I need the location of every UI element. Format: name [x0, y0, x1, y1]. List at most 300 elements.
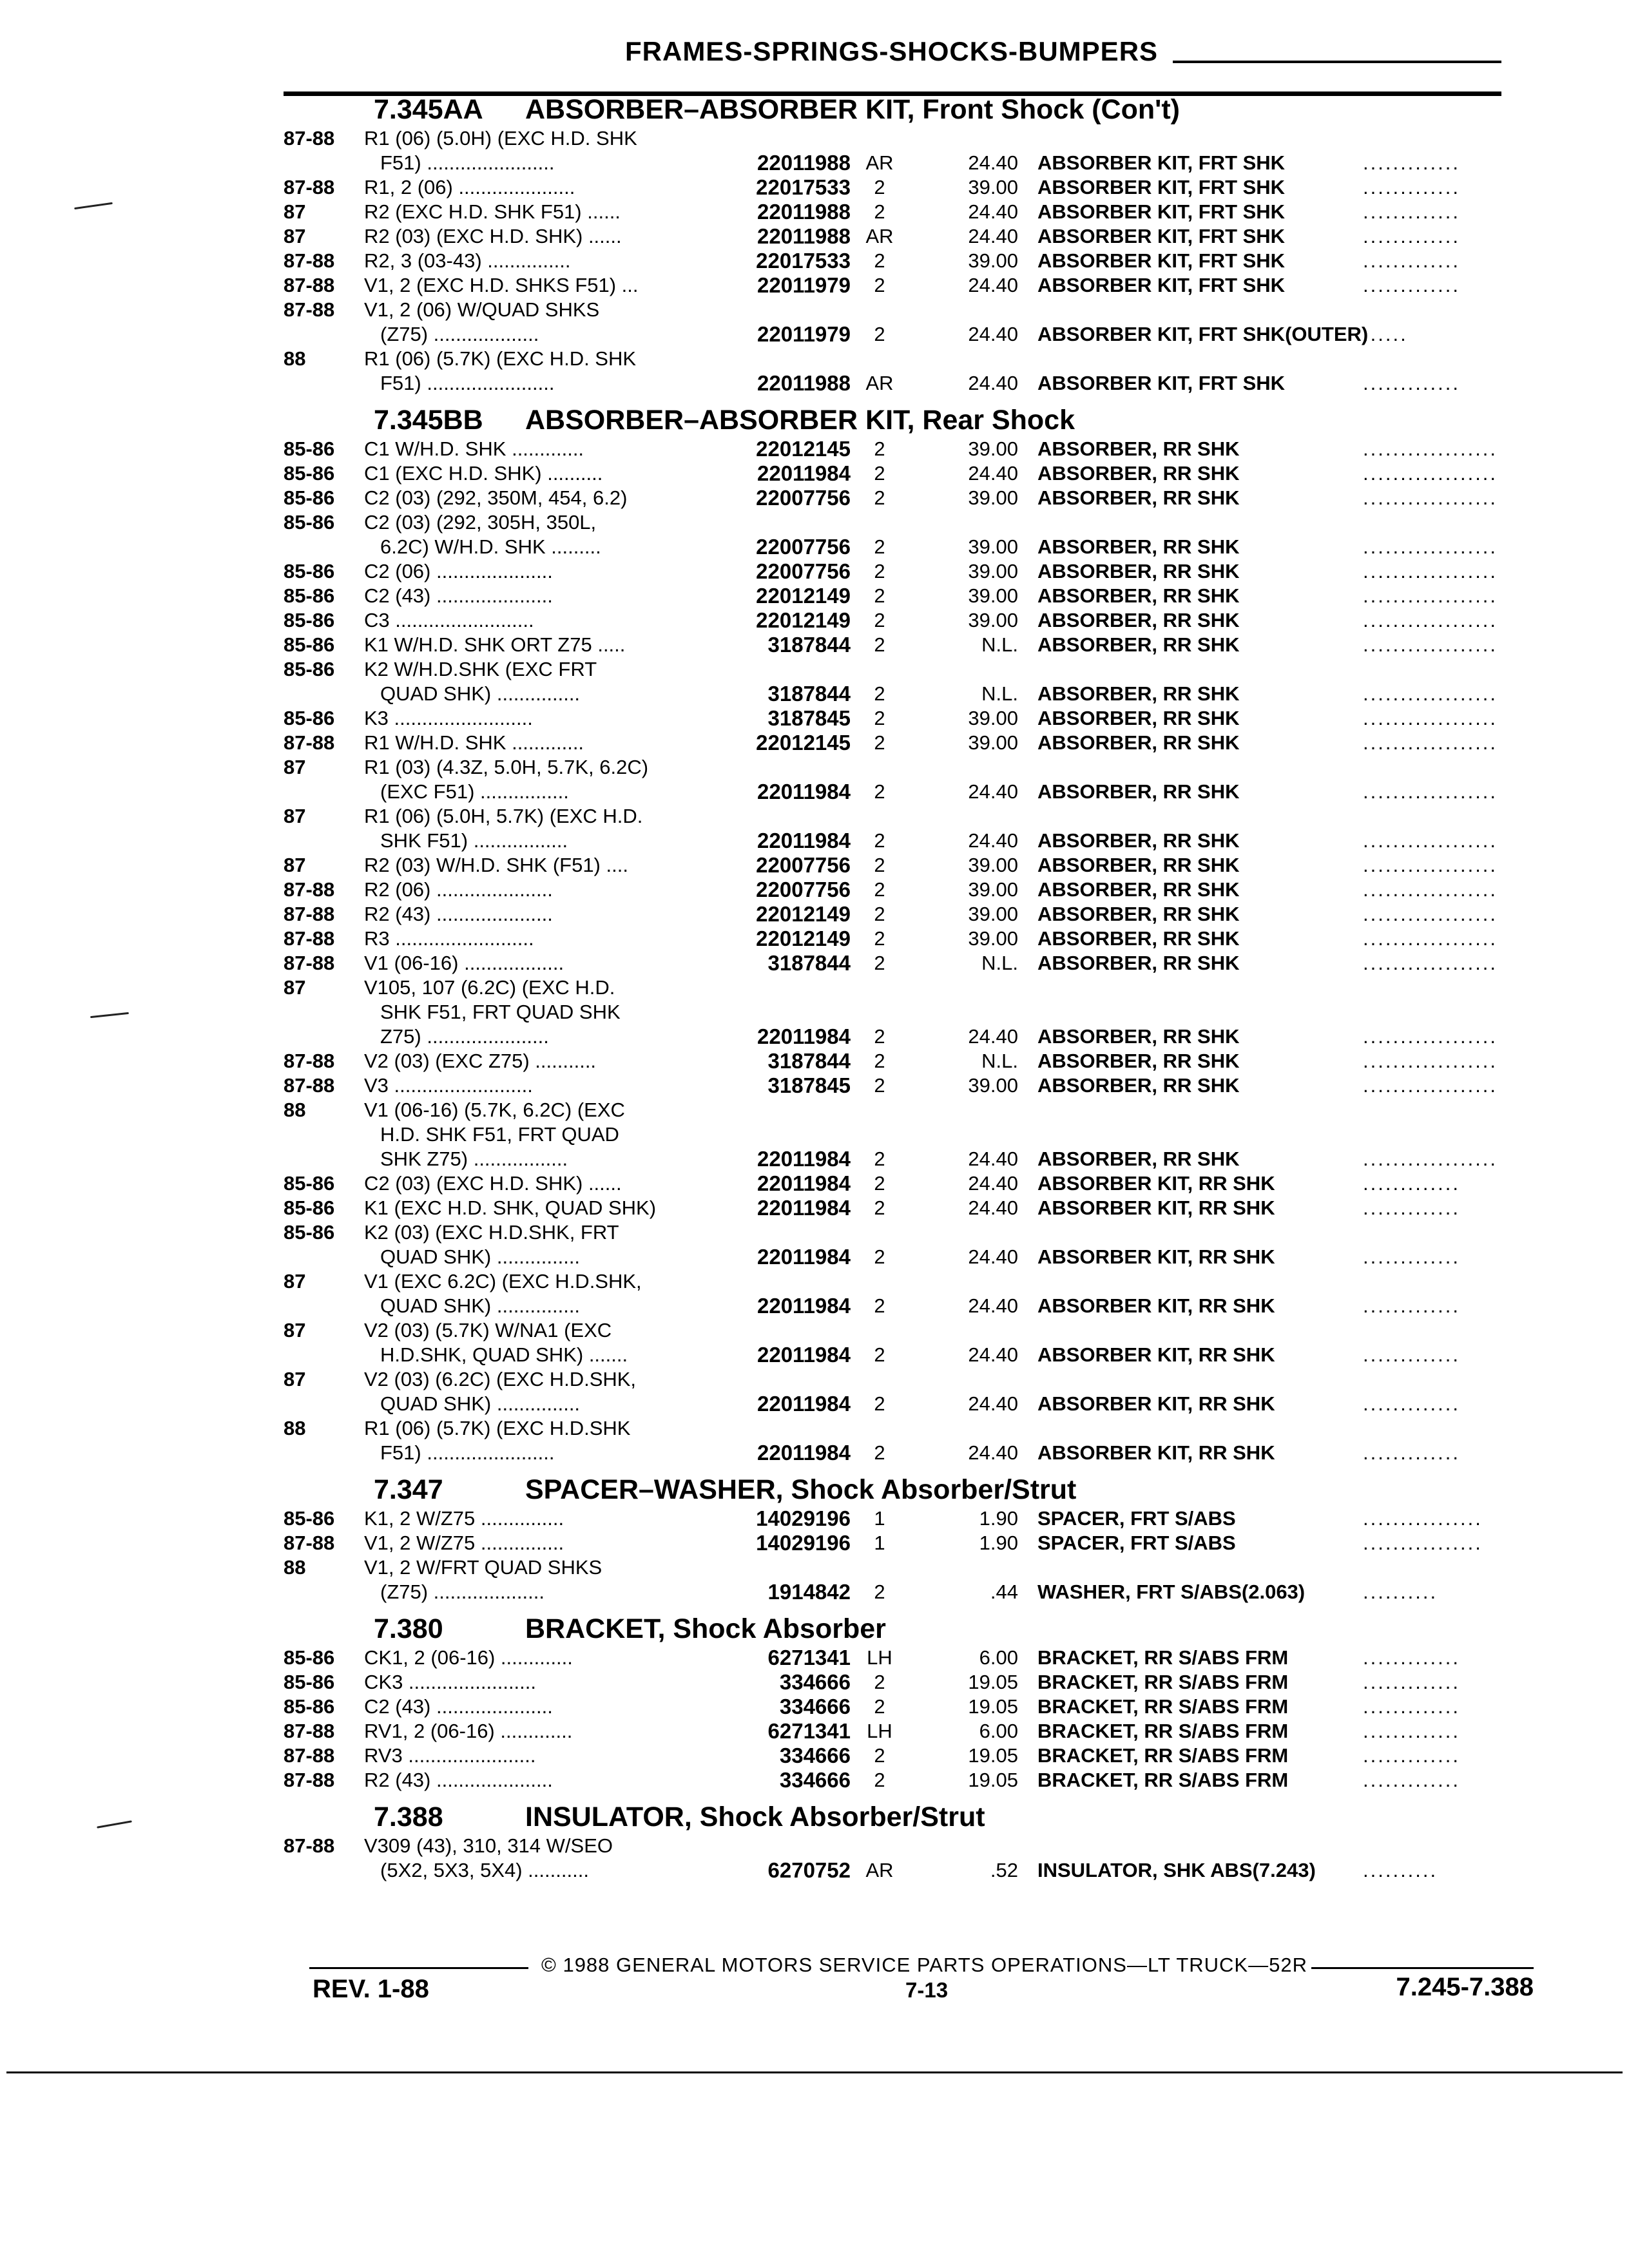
price: .44 [990, 1581, 1018, 1603]
application-description: CK1, 2 (06-16) ............. [364, 1646, 573, 1669]
quantity: 2 [874, 1392, 885, 1415]
application-description: C3 ......................... [364, 609, 534, 631]
part-number: 3187844 [767, 633, 851, 657]
bottom-rule [6, 2071, 1623, 2073]
footer-rule-left [309, 1967, 528, 1969]
part-row [284, 486, 1521, 510]
section-header [284, 89, 1521, 126]
application-description: K1 W/H.D. SHK ORT Z75 ..... [364, 633, 626, 656]
model-years: 87-88 [284, 1074, 335, 1097]
application-description: V1, 2 W/Z75 ............... [364, 1532, 564, 1554]
price: 24.40 [968, 225, 1018, 247]
quantity: 2 [874, 1441, 885, 1464]
application-description: R1 (06) (5.7K) (EXC H.D.SHK [364, 1417, 631, 1439]
part-number: 22011988 [757, 151, 851, 175]
part-name: ABSORBER KIT, RR SHK [1037, 1392, 1275, 1415]
quantity: 2 [874, 462, 885, 485]
application-description: QUAD SHK) ............... [380, 1294, 581, 1317]
price: 39.00 [968, 1074, 1018, 1097]
section-title: SPACER–WASHER, Shock Absorber/Strut [525, 1474, 1077, 1505]
part-row [284, 1744, 1521, 1768]
price: 24.40 [968, 780, 1018, 803]
model-years: 85-86 [284, 486, 335, 509]
price: 24.40 [968, 1025, 1018, 1048]
part-number: 22012149 [756, 608, 851, 632]
quantity: 2 [874, 854, 885, 876]
leader-dots: ............. [1363, 176, 1460, 198]
part-number: 22011984 [757, 1294, 851, 1318]
part-name: ABSORBER, RR SHK [1037, 462, 1240, 485]
model-years: 87-88 [284, 1769, 335, 1791]
model-years: 87-88 [284, 1532, 335, 1554]
leader-dots: ............. [1363, 1720, 1460, 1742]
application-description: RV1, 2 (06-16) ............. [364, 1720, 573, 1742]
price: 24.40 [968, 829, 1018, 852]
model-years: 85-86 [284, 609, 335, 631]
part-number: 22011979 [757, 322, 851, 346]
part-number: 6271341 [767, 1646, 851, 1669]
model-years: 85-86 [284, 437, 335, 460]
part-number: 22017533 [756, 175, 851, 199]
part-row [284, 273, 1521, 298]
price: N.L. [981, 633, 1018, 656]
price: 24.40 [968, 1392, 1018, 1415]
part-name: BRACKET, RR S/ABS FRM [1037, 1671, 1289, 1693]
model-years: 87 [284, 1270, 306, 1293]
part-row [284, 347, 1521, 396]
quantity: 2 [874, 878, 885, 901]
part-name: BRACKET, RR S/ABS FRM [1037, 1720, 1289, 1742]
application-description: V105, 107 (6.2C) (EXC H.D. [364, 976, 615, 999]
quantity: 2 [874, 560, 885, 582]
quantity: 2 [874, 437, 885, 460]
part-row [284, 175, 1521, 200]
quantity: 2 [874, 535, 885, 558]
quantity: 2 [874, 1581, 885, 1603]
leader-dots: .................. [1363, 437, 1498, 460]
part-name: ABSORBER, RR SHK [1037, 535, 1240, 558]
application-description: H.D. SHK F51, FRT QUAD [380, 1123, 619, 1146]
model-years: 87 [284, 225, 306, 247]
section-header [284, 1469, 1521, 1506]
price: 39.00 [968, 707, 1018, 729]
part-row [284, 755, 1521, 804]
application-description: K2 (03) (EXC H.D.SHK, FRT [364, 1221, 619, 1244]
leader-dots: .................. [1363, 878, 1498, 901]
quantity: 2 [874, 584, 885, 607]
application-description: SHK F51, FRT QUAD SHK [380, 1001, 621, 1023]
quantity: 2 [874, 927, 885, 950]
part-name: ABSORBER, RR SHK [1037, 609, 1240, 631]
model-years: 87-88 [284, 927, 335, 950]
revision-label: REV. 1-88 [313, 1975, 429, 2003]
part-row [284, 1049, 1521, 1073]
quantity: 2 [874, 1744, 885, 1767]
application-description: SHK F51) ................. [380, 829, 568, 852]
section-number: 7.345BB [374, 405, 483, 436]
part-row [284, 608, 1521, 633]
leader-dots: ...... [1363, 323, 1408, 345]
model-years: 85-86 [284, 707, 335, 729]
leader-dots: ............. [1363, 1392, 1460, 1415]
application-description: QUAD SHK) ............... [380, 682, 581, 705]
quantity: 2 [874, 633, 885, 656]
application-description: K2 W/H.D.SHK (EXC FRT [364, 658, 597, 680]
leader-dots: .................. [1363, 952, 1498, 974]
application-description: C2 (43) ..................... [364, 584, 553, 607]
leader-dots: ............. [1363, 1172, 1460, 1195]
part-name: ABSORBER KIT, FRT SHK [1037, 372, 1286, 394]
part-number: 22011984 [757, 1147, 851, 1171]
part-row [284, 975, 1521, 1049]
part-name: ABSORBER, RR SHK [1037, 584, 1240, 607]
quantity: 2 [874, 249, 885, 272]
price: 24.40 [968, 151, 1018, 174]
application-description: C2 (06) ..................... [364, 560, 553, 582]
quantity: 2 [874, 731, 885, 754]
application-description: K1 (EXC H.D. SHK, QUAD SHK) [364, 1196, 657, 1219]
part-number: 1914842 [767, 1580, 851, 1604]
price: N.L. [981, 952, 1018, 974]
quantity: 2 [874, 1025, 885, 1048]
application-description: (EXC F51) ................ [380, 780, 569, 803]
price: 24.40 [968, 1196, 1018, 1219]
part-name: ABSORBER KIT, FRT SHK [1037, 176, 1286, 198]
quantity: 2 [874, 707, 885, 729]
part-name: ABSORBER KIT, RR SHK [1037, 1196, 1275, 1219]
price: 24.40 [968, 200, 1018, 223]
part-number: 334666 [779, 1768, 851, 1792]
application-description: R1 W/H.D. SHK ............. [364, 731, 584, 754]
part-name: ABSORBER KIT, RR SHK [1037, 1172, 1275, 1195]
leader-dots: ............. [1363, 372, 1460, 394]
part-row [284, 224, 1521, 249]
part-row [284, 951, 1521, 975]
leader-dots: .................. [1363, 1025, 1498, 1048]
part-row [284, 902, 1521, 927]
leader-dots: .......... [1363, 1859, 1438, 1881]
part-number: 22011984 [757, 1343, 851, 1367]
price: 1.90 [979, 1532, 1018, 1554]
part-name: ABSORBER KIT, FRT SHK [1037, 151, 1286, 174]
leader-dots: ............. [1363, 1671, 1460, 1693]
price: 24.40 [968, 1245, 1018, 1268]
punch-mark [90, 1012, 129, 1018]
application-description: SHK Z75) ................. [380, 1148, 568, 1170]
price: 39.00 [968, 854, 1018, 876]
part-name: ABSORBER, RR SHK [1037, 437, 1240, 460]
quantity: 2 [874, 274, 885, 296]
punch-mark [74, 202, 113, 209]
leader-dots: ............. [1363, 1646, 1460, 1669]
application-description: R1 (06) (5.0H) (EXC H.D. SHK [364, 127, 637, 149]
application-description: C2 (43) ..................... [364, 1695, 553, 1718]
part-row [284, 1416, 1521, 1465]
part-number: 22011979 [757, 273, 851, 297]
part-row [284, 298, 1521, 347]
price: 39.00 [968, 535, 1018, 558]
section-title: INSULATOR, Shock Absorber/Strut [525, 1802, 985, 1832]
part-number: 22011984 [757, 461, 851, 485]
quantity: 2 [874, 1074, 885, 1097]
price: N.L. [981, 682, 1018, 705]
application-description: V1 (06-16) (5.7K, 6.2C) (EXC [364, 1099, 625, 1121]
section-number: 7.380 [374, 1613, 443, 1644]
model-years: 87 [284, 1368, 306, 1390]
price: 24.40 [968, 1343, 1018, 1366]
quantity: 1 [874, 1532, 885, 1554]
price: 39.00 [968, 249, 1018, 272]
part-name: ABSORBER, RR SHK [1037, 731, 1240, 754]
part-row [284, 1646, 1521, 1670]
part-row [284, 559, 1521, 584]
part-number: 22017533 [756, 249, 851, 273]
parts-listing [284, 85, 1521, 1883]
model-years: 87-88 [284, 1744, 335, 1767]
model-years: 85-86 [284, 1221, 335, 1244]
leader-dots: .......... [1363, 1581, 1438, 1603]
price: 39.00 [968, 437, 1018, 460]
part-name: ABSORBER, RR SHK [1037, 486, 1240, 509]
model-years: 85-86 [284, 584, 335, 607]
leader-dots: ............. [1363, 1769, 1460, 1791]
leader-dots: .................. [1363, 462, 1498, 485]
application-description: F51) ....................... [380, 1441, 555, 1464]
part-name: ABSORBER, RR SHK [1037, 1148, 1240, 1170]
application-description: R2 (03) W/H.D. SHK (F51) .... [364, 854, 628, 876]
quantity: 2 [874, 1172, 885, 1195]
quantity: AR [865, 225, 894, 247]
price: 39.00 [968, 903, 1018, 925]
model-years: 85-86 [284, 1507, 335, 1530]
part-number: 22011984 [757, 1196, 851, 1220]
part-number: 22007756 [756, 878, 851, 901]
footer-copyright: © 1988 GENERAL MOTORS SERVICE PARTS OPERATIONS—LT TRUCK—52R [541, 1954, 1307, 1976]
quantity: 2 [874, 1148, 885, 1170]
price: 19.05 [968, 1744, 1018, 1767]
application-description: V309 (43), 310, 314 W/SEO [364, 1834, 613, 1857]
price: 24.40 [968, 1172, 1018, 1195]
leader-dots: .................. [1363, 584, 1498, 607]
part-name: ABSORBER, RR SHK [1037, 682, 1240, 705]
part-name: ABSORBER KIT, RR SHK [1037, 1294, 1275, 1317]
section-number: 7.345AA [374, 94, 483, 125]
part-name: ABSORBER KIT, RR SHK [1037, 1245, 1275, 1268]
model-years: 87-88 [284, 903, 335, 925]
application-description: R1 (06) (5.7K) (EXC H.D. SHK [364, 347, 637, 370]
part-number: 22011988 [757, 371, 851, 395]
price: 24.40 [968, 1441, 1018, 1464]
part-number: 3187844 [767, 682, 851, 706]
section-title: BRACKET, Shock Absorber [525, 1613, 886, 1644]
application-description: C1 (EXC H.D. SHK) .......... [364, 462, 603, 485]
price: 6.00 [979, 1646, 1018, 1669]
part-name: SPACER, FRT S/ABS [1037, 1532, 1236, 1554]
part-row [284, 731, 1521, 755]
quantity: LH [867, 1646, 892, 1669]
part-name: ABSORBER KIT, RR SHK [1037, 1343, 1275, 1366]
price: 24.40 [968, 462, 1018, 485]
part-number: 3187845 [767, 706, 851, 730]
price: 19.05 [968, 1695, 1018, 1718]
application-description: R2 (03) (EXC H.D. SHK) ...... [364, 225, 622, 247]
leader-dots: ............. [1363, 1441, 1460, 1464]
section-title: ABSORBER–ABSORBER KIT, Rear Shock [525, 405, 1075, 436]
application-description: R2 (06) ..................... [364, 878, 553, 901]
part-number: 22012149 [756, 902, 851, 926]
model-years: 87-88 [284, 176, 335, 198]
price: 39.00 [968, 878, 1018, 901]
part-name: ABSORBER, RR SHK [1037, 780, 1240, 803]
part-row [284, 1073, 1521, 1098]
leader-dots: ................ [1363, 1532, 1483, 1554]
model-years: 88 [284, 347, 306, 370]
part-row [284, 1531, 1521, 1555]
part-number: 22007756 [756, 486, 851, 510]
part-row [284, 1834, 1521, 1883]
leader-dots: .................. [1363, 560, 1498, 582]
part-row [284, 706, 1521, 731]
leader-dots: ............. [1363, 1245, 1460, 1268]
leader-dots: ............. [1363, 249, 1460, 272]
part-number: 22007756 [756, 559, 851, 583]
application-description: (5X2, 5X3, 5X4) ........... [380, 1859, 589, 1881]
section-header [284, 1608, 1521, 1646]
section-title: ABSORBER–ABSORBER KIT, Front Shock (Con't) [525, 94, 1180, 125]
quantity: LH [867, 1720, 892, 1742]
model-years: 87-88 [284, 249, 335, 272]
application-description: 6.2C) W/H.D. SHK ......... [380, 535, 601, 558]
application-description: F51) ....................... [380, 151, 555, 174]
part-name: ABSORBER, RR SHK [1037, 854, 1240, 876]
leader-dots: .................. [1363, 609, 1498, 631]
part-number: 334666 [779, 1695, 851, 1718]
part-name: BRACKET, RR S/ABS FRM [1037, 1646, 1289, 1669]
model-years: 87 [284, 805, 306, 827]
part-row [284, 1768, 1521, 1792]
application-description: CK3 ....................... [364, 1671, 537, 1693]
application-description: C2 (03) (292, 305H, 350L, [364, 511, 597, 533]
application-description: F51) ....................... [380, 372, 555, 394]
part-number: 22011988 [757, 200, 851, 224]
part-name: ABSORBER, RR SHK [1037, 903, 1240, 925]
quantity: 2 [874, 952, 885, 974]
part-name: ABSORBER, RR SHK [1037, 829, 1240, 852]
quantity: 1 [874, 1507, 885, 1530]
model-years: 87-88 [284, 127, 335, 149]
part-row [284, 853, 1521, 878]
part-name: ABSORBER KIT, FRT SHK [1037, 200, 1286, 223]
part-number: 22007756 [756, 535, 851, 559]
part-name: ABSORBER KIT, FRT SHK [1037, 225, 1286, 247]
application-description: QUAD SHK) ............... [380, 1392, 581, 1415]
part-number: 3187845 [767, 1073, 851, 1097]
model-years: 85-86 [284, 1196, 335, 1219]
part-name: BRACKET, RR S/ABS FRM [1037, 1769, 1289, 1791]
model-years: 87 [284, 854, 306, 876]
part-name: ABSORBER, RR SHK [1037, 560, 1240, 582]
part-number: 22011984 [757, 829, 851, 852]
quantity: 2 [874, 1671, 885, 1693]
price: 24.40 [968, 1148, 1018, 1170]
part-number: 334666 [779, 1670, 851, 1694]
leader-dots: .................. [1363, 1074, 1498, 1097]
part-name: ABSORBER, RR SHK [1037, 1025, 1240, 1048]
price: 24.40 [968, 1294, 1018, 1317]
application-description: R1, 2 (06) ..................... [364, 176, 575, 198]
part-name: ABSORBER, RR SHK [1037, 952, 1240, 974]
quantity: 2 [874, 829, 885, 852]
page-title: FRAMES-SPRINGS-SHOCKS-BUMPERS [625, 36, 1159, 66]
model-years: 85-86 [284, 1646, 335, 1669]
leader-dots: ............. [1363, 1196, 1460, 1219]
leader-dots: ............. [1363, 1744, 1460, 1767]
footer-rule-right [1311, 1967, 1534, 1969]
part-number: 334666 [779, 1744, 851, 1767]
model-years: 87 [284, 200, 306, 223]
model-years: 85-86 [284, 658, 335, 680]
part-name: ABSORBER, RR SHK [1037, 927, 1240, 950]
part-name: ABSORBER, RR SHK [1037, 633, 1240, 656]
quantity: 2 [874, 1294, 885, 1317]
part-name: INSULATOR, SHK ABS(7.243) [1037, 1859, 1316, 1881]
page-footer [0, 1933, 1629, 2062]
part-row [284, 1220, 1521, 1269]
price: 1.90 [979, 1507, 1018, 1530]
part-number: 22012149 [756, 927, 851, 950]
model-years: 87 [284, 976, 306, 999]
part-name: WASHER, FRT S/ABS(2.063) [1037, 1581, 1306, 1603]
quantity: 2 [874, 609, 885, 631]
quantity: 2 [874, 1050, 885, 1072]
application-description: C2 (03) (292, 350M, 454, 6.2) [364, 486, 628, 509]
quantity: 2 [874, 323, 885, 345]
part-number: 14029196 [756, 1506, 851, 1530]
application-description: V2 (03) (5.7K) W/NA1 (EXC [364, 1319, 612, 1341]
price: .52 [990, 1859, 1018, 1881]
quantity: 2 [874, 1343, 885, 1366]
part-name: ABSORBER, RR SHK [1037, 878, 1240, 901]
price: 39.00 [968, 731, 1018, 754]
application-description: V1 (EXC 6.2C) (EXC H.D.SHK, [364, 1270, 642, 1293]
punch-mark [97, 1820, 132, 1829]
application-description: K1, 2 W/Z75 ............... [364, 1507, 564, 1530]
price: 24.40 [968, 372, 1018, 394]
application-description: R1 (03) (4.3Z, 5.0H, 5.7K, 6.2C) [364, 756, 649, 778]
application-description: V2 (03) (EXC Z75) ........... [364, 1050, 597, 1072]
leader-dots: .................. [1363, 707, 1498, 729]
application-description: C2 (03) (EXC H.D. SHK) ...... [364, 1172, 622, 1195]
part-number: 22011984 [757, 1245, 851, 1269]
price: 19.05 [968, 1769, 1018, 1791]
part-row [284, 1719, 1521, 1744]
model-years: 85-86 [284, 511, 335, 533]
leader-dots: ............. [1363, 200, 1460, 223]
model-years: 88 [284, 1099, 306, 1121]
leader-dots: ............. [1363, 1294, 1460, 1317]
quantity: 2 [874, 682, 885, 705]
model-years: 87-88 [284, 1050, 335, 1072]
quantity: 2 [874, 486, 885, 509]
leader-dots: .................. [1363, 1148, 1498, 1170]
part-row [284, 1171, 1521, 1196]
leader-dots: .................. [1363, 1050, 1498, 1072]
part-row [284, 1695, 1521, 1719]
price: 6.00 [979, 1720, 1018, 1742]
model-years: 88 [284, 1417, 306, 1439]
section-range: 7.245-7.388 [1396, 1973, 1534, 2001]
part-number: 22011988 [757, 224, 851, 248]
